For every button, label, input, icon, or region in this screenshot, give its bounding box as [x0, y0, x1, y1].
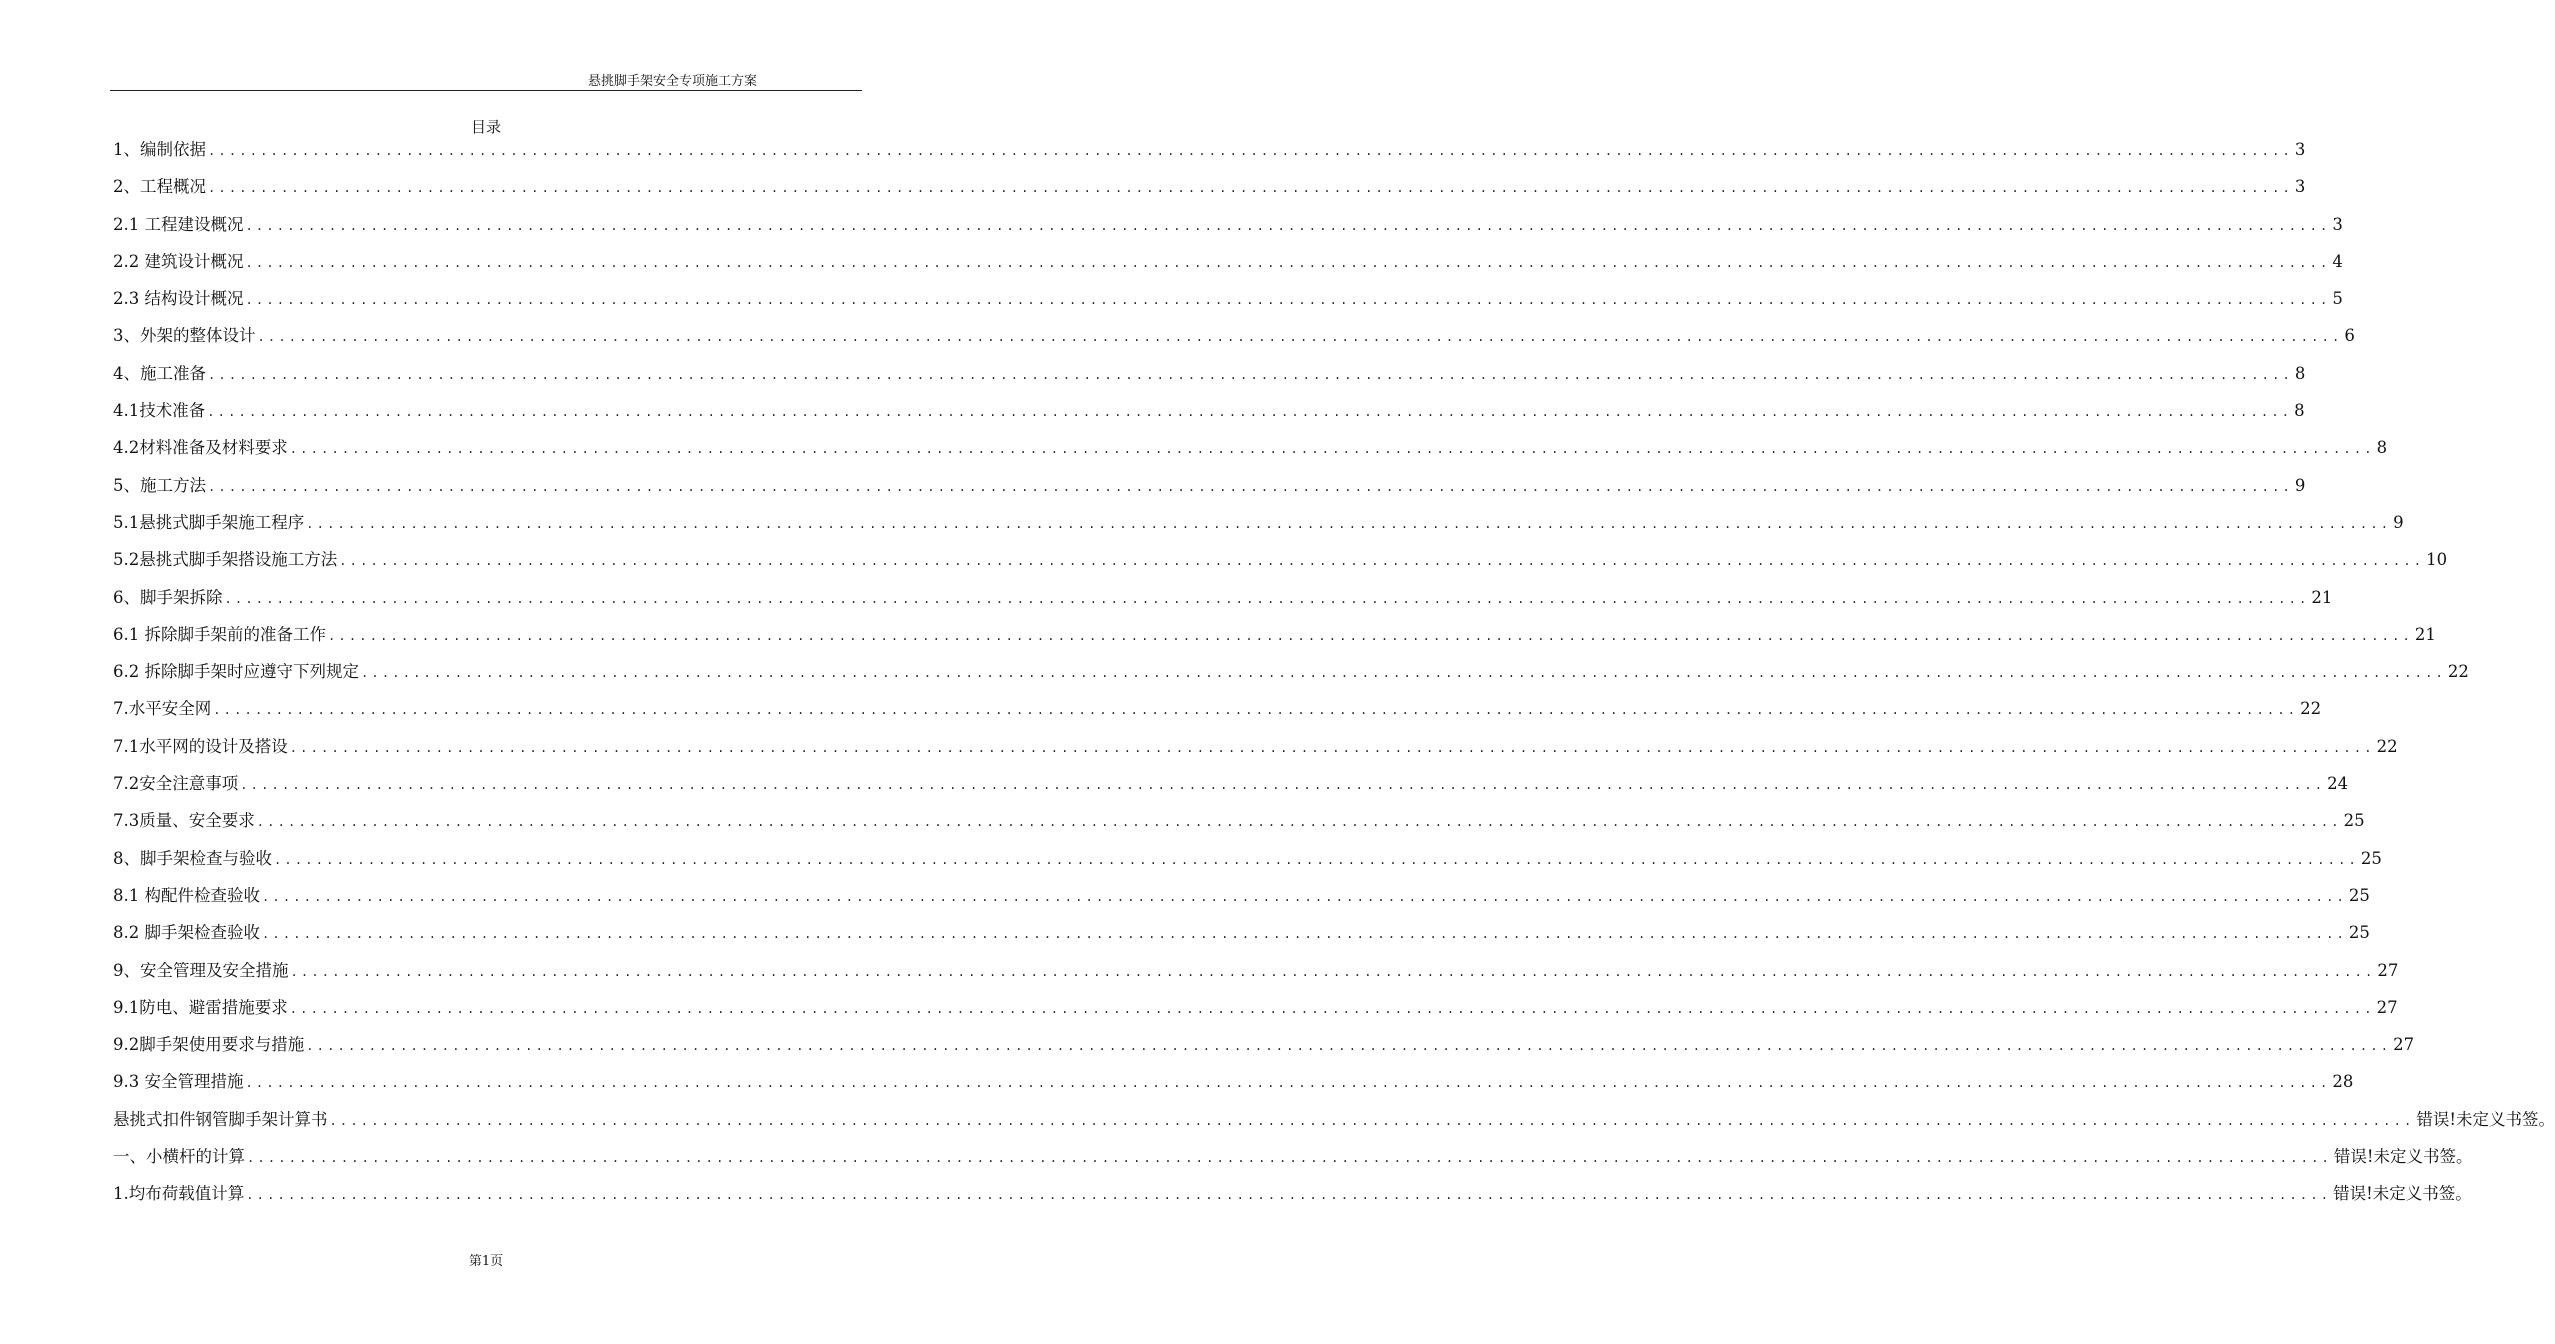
toc-entry-label: 1.均布荷载值计算 — [113, 1184, 245, 1204]
toc-dot-leader: ........................................................................................................................................................................................................ — [306, 1039, 2392, 1054]
toc-dot-leader: ........................................................................................................................................................................................................ — [240, 778, 2326, 793]
toc-dot-leader: ........................................................................................................................................................................................................ — [213, 703, 2299, 718]
toc-dot-leader: ........................................................................................................................................................................................................ — [224, 591, 2310, 606]
toc-entry[interactable] — [113, 579, 2333, 616]
toc-entry-label: 2、工程概况 — [113, 177, 206, 197]
toc-entry-page: 错误!未定义书签。 — [2333, 1147, 2473, 1167]
toc-entry[interactable] — [113, 690, 2322, 727]
toc-entry-label: 6.1 拆除脚手架前的准备工作 — [113, 624, 326, 644]
toc-entry-label: 7.1水平网的设计及搭设 — [113, 736, 288, 756]
toc-entry-page: 3 — [2332, 214, 2343, 234]
toc-entry-page: 3 — [2294, 177, 2306, 197]
toc-entry-page: 27 — [2376, 997, 2398, 1017]
toc-entry-page: 27 — [2393, 1035, 2415, 1055]
toc-entry-page: 21 — [2414, 624, 2436, 644]
toc-entry-page: 24 — [2327, 774, 2349, 794]
toc-dot-leader: ........................................................................................................................................................................................................ — [289, 740, 2375, 755]
toc-entry-label: 5.1悬挑式脚手架施工程序 — [113, 512, 305, 532]
toc-entry-page: 22 — [2300, 699, 2322, 719]
toc-entry[interactable] — [113, 1138, 2473, 1175]
toc-entry-label: 9.1防电、避雷措施要求 — [113, 997, 288, 1017]
toc-entry[interactable] — [113, 467, 2306, 504]
toc-entry-label: 2.3 结构设计概况 — [113, 289, 244, 309]
toc-dot-leader: ........................................................................................................................................................................................................ — [208, 181, 2293, 196]
toc-entry-page: 25 — [2348, 923, 2370, 943]
toc-entry[interactable] — [113, 914, 2370, 951]
toc-entry[interactable] — [113, 541, 2448, 578]
toc-entry[interactable] — [113, 168, 2306, 205]
toc-entry[interactable] — [113, 765, 2349, 802]
toc-dot-leader: ........................................................................................................................................................................................................ — [262, 889, 2347, 904]
toc-entry[interactable] — [113, 653, 2469, 690]
toc-entry-page: 22 — [2447, 662, 2469, 682]
toc-entry-label: 7.2安全注意事项 — [113, 774, 239, 794]
toc-entry[interactable] — [113, 877, 2370, 914]
toc-entry-label: 悬挑式扣件钢管脚手架计算书 — [113, 1109, 328, 1129]
toc-entry[interactable] — [113, 728, 2398, 765]
toc-entry-page: 25 — [2360, 848, 2382, 868]
toc-entry-label: 8.2 脚手架检查验收 — [113, 923, 260, 943]
toc-entry-label: 7.水平安全网 — [113, 699, 212, 719]
toc-dot-leader: ........................................................................................................................................................................................................ — [339, 554, 2425, 569]
toc-dot-leader: ........................................................................................................................................................................................................ — [306, 516, 2392, 531]
toc-entry-label: 1、编制依据 — [113, 140, 206, 159]
toc-entry[interactable] — [113, 317, 2355, 354]
toc-dot-leader: ........................................................................................................................................................................................................ — [257, 330, 2343, 345]
toc-dot-leader: ........................................................................................................................................................................................................ — [245, 218, 2331, 233]
toc-entry[interactable] — [113, 355, 2306, 392]
toc-entry[interactable] — [113, 429, 2388, 466]
toc-entry-page: 21 — [2311, 587, 2333, 607]
toc-entry[interactable] — [113, 504, 2404, 541]
toc-entry[interactable] — [113, 802, 2365, 839]
toc-entry-label: 一、小横杆的计算 — [113, 1147, 245, 1167]
toc-entry[interactable] — [113, 1026, 2415, 1063]
toc-entry-label: 3、外架的整体设计 — [113, 326, 256, 346]
toc-entry-page: 5 — [2332, 289, 2343, 309]
toc-entry-page: 4 — [2332, 251, 2343, 271]
toc-entry-page: 错误!未定义书签。 — [2416, 1109, 2555, 1129]
toc-entry-page: 错误!未定义书签。 — [2333, 1184, 2472, 1204]
toc-entry-label: 9.3 安全管理措施 — [113, 1072, 244, 1092]
toc-entry-label: 4、施工准备 — [113, 363, 206, 383]
toc-entry-page: 3 — [2294, 140, 2306, 159]
toc-entry[interactable] — [113, 989, 2398, 1026]
toc-entry-page: 27 — [2377, 960, 2399, 980]
toc-dot-leader: ........................................................................................................................................................................................................ — [208, 479, 2293, 494]
page-header — [110, 70, 862, 91]
toc-entry-label: 4.1技术准备 — [113, 401, 206, 421]
toc-entry[interactable] — [113, 280, 2343, 317]
toc-entry[interactable] — [113, 392, 2305, 429]
toc-entry-page: 8 — [2294, 401, 2305, 421]
toc-entry-page: 8 — [2294, 363, 2306, 383]
toc-dot-leader: ........................................................................................................................................................................................................ — [256, 815, 2342, 830]
toc-entry[interactable] — [113, 131, 2306, 168]
toc-entry-page: 6 — [2344, 326, 2355, 346]
toc-dot-leader: ........................................................................................................................................................................................................ — [245, 1076, 2331, 1091]
page-number: 第1页 — [468, 1254, 504, 1269]
toc-entry[interactable] — [113, 952, 2399, 989]
toc-entry-page: 9 — [2393, 512, 2404, 532]
toc-entry[interactable] — [113, 243, 2343, 280]
toc-entry-page: 9 — [2294, 475, 2306, 495]
toc-dot-leader: ........................................................................................................................................................................................................ — [246, 1188, 2332, 1203]
toc-dot-leader: ........................................................................................................................................................................................................ — [329, 1113, 2415, 1128]
toc-dot-leader: ........................................................................................................................................................................................................ — [274, 852, 2359, 867]
toc-dot-leader: ........................................................................................................................................................................................................ — [262, 927, 2347, 942]
toc-entry[interactable] — [113, 1063, 2354, 1100]
toc-dot-leader: ........................................................................................................................................................................................................ — [207, 405, 2293, 420]
toc-dot-leader: ........................................................................................................................................................................................................ — [361, 666, 2446, 681]
toc-title: 目录 — [470, 118, 501, 136]
toc-entry-label: 9、安全管理及安全措施 — [113, 960, 289, 980]
toc-entry-label: 5、施工方法 — [113, 475, 206, 495]
toc-entry-label: 6.2 拆除脚手架时应遵守下列规定 — [113, 662, 359, 682]
toc-dot-leader: ........................................................................................................................................................................................................ — [208, 367, 2293, 382]
toc-entry[interactable] — [113, 206, 2343, 243]
toc-entry-page: 22 — [2376, 736, 2398, 756]
toc-entry[interactable] — [113, 1101, 2555, 1138]
toc-entry-label: 2.2 建筑设计概况 — [113, 251, 244, 271]
table-of-contents — [113, 131, 2555, 1213]
toc-dot-leader: ........................................................................................................................................................................................................ — [328, 628, 2413, 643]
toc-entry-page: 25 — [2343, 811, 2365, 831]
toc-entry-page: 10 — [2426, 550, 2448, 570]
toc-dot-leader: ........................................................................................................................................................................................................ — [247, 1151, 2332, 1166]
toc-dot-leader: ........................................................................................................................................................................................................ — [208, 144, 2293, 158]
toc-dot-leader: ........................................................................................................................................................................................................ — [245, 293, 2331, 308]
toc-entry-label: 8.1 构配件检查验收 — [113, 885, 260, 905]
toc-entry-label: 5.2悬挑式脚手架搭设施工方法 — [113, 550, 338, 570]
toc-dot-leader: ........................................................................................................................................................................................................ — [290, 964, 2376, 979]
toc-dot-leader: ........................................................................................................................................................................................................ — [245, 255, 2331, 270]
toc-entry-label: 4.2材料准备及材料要求 — [113, 438, 288, 458]
toc-dot-leader: ........................................................................................................................................................................................................ — [289, 442, 2375, 457]
toc-entry-label: 9.2脚手架使用要求与措施 — [113, 1035, 305, 1055]
toc-entry[interactable] — [113, 1175, 2472, 1212]
toc-entry[interactable] — [113, 840, 2382, 877]
toc-entry-label: 8、脚手架检查与验收 — [113, 848, 272, 868]
toc-entry-page: 25 — [2348, 885, 2370, 905]
toc-entry-label: 7.3质量、安全要求 — [113, 811, 255, 831]
toc-entry-page: 8 — [2376, 438, 2388, 458]
toc-dot-leader: ........................................................................................................................................................................................................ — [289, 1001, 2375, 1016]
header-title: 悬挑脚手架安全专项施工方案 — [588, 74, 758, 89]
toc-entry-page: 28 — [2332, 1072, 2354, 1092]
toc-entry[interactable] — [113, 616, 2436, 653]
toc-entry-label: 6、脚手架拆除 — [113, 587, 223, 607]
toc-entry-label: 2.1 工程建设概况 — [113, 214, 244, 234]
